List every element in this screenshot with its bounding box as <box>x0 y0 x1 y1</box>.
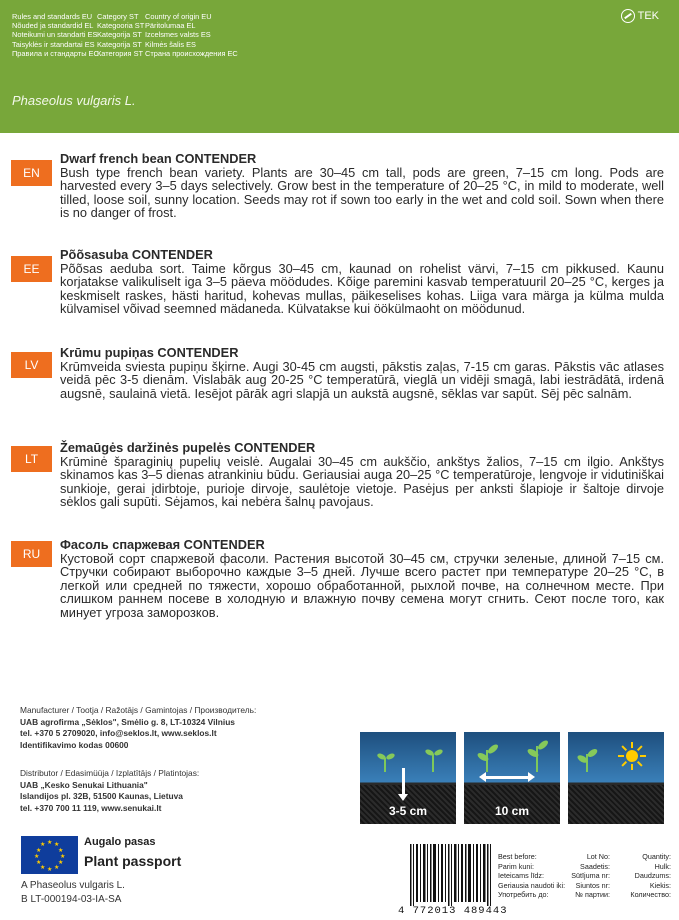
sowing-depth-illustration <box>360 732 456 824</box>
section-en-body <box>60 152 664 220</box>
info-label: Hulk: <box>654 861 671 871</box>
section-ee-body <box>60 248 664 316</box>
distributor-block <box>20 768 199 814</box>
standards-line: Taisyklės ir standartai ES <box>12 39 95 49</box>
info-column-quantity <box>615 852 671 900</box>
info-label: Parim kuni: <box>498 861 534 871</box>
info-label: Siuntos nr: <box>575 880 610 890</box>
standards-line: Kilmės šalis ES <box>145 39 196 49</box>
distributor-line: UAB „Kesko Senukai Lithuania" <box>20 779 148 790</box>
standards-line: Country of origin EU <box>145 12 212 21</box>
sun-icon <box>618 742 646 770</box>
plant-passport-title-en: Plant passport <box>84 853 182 869</box>
sowing-depth-label: 3-5 cm <box>388 804 428 818</box>
distributor-line: Islandijos pl. 32B, 51500 Kaunas, Lietuva <box>20 791 183 801</box>
plant-spacing-illustration <box>464 732 560 824</box>
manufacturer-block <box>20 705 256 751</box>
standards-column-rules <box>12 12 99 58</box>
sprout-icon <box>432 754 434 772</box>
plant-passport-line-a: A Phaseolus vulgaris L. <box>21 880 125 891</box>
info-label: Sūtījuma nr: <box>571 871 610 881</box>
plant-passport-title-lt: Augalo pasas <box>84 836 156 848</box>
language-tab-en: EN <box>11 160 52 186</box>
sunny-location-illustration <box>568 732 664 824</box>
section-text: Bush type french bean variety. Plants are 30–45 cm tall, pods are green, 7–15 cm long. Pods are harvested every 3–5 days selectively. Grow best in the temperature of 20–25 °C, in mild to moderate, well tilled, loose soil, sunny location. Seeds may rot if sown too early in the wet and cold soil. Sown when there is no danger of frost. <box>60 164 664 221</box>
standards-line: Category ST <box>97 12 139 21</box>
info-label: Lot No: <box>586 852 610 861</box>
double-arrow-icon <box>484 776 530 779</box>
language-tab-lv: LV <box>11 352 52 378</box>
standards-line: Kategorija ST <box>97 39 142 49</box>
standards-line: Kategooria ST <box>97 21 145 31</box>
info-label: Quantity: <box>642 852 671 861</box>
plant-passport-line-b: B LT-000194-03-IA-SA <box>21 894 122 905</box>
header-band <box>0 0 679 133</box>
standards-line: Rules and standards EU <box>12 12 93 21</box>
sprout-icon <box>536 746 538 772</box>
standards-line: Kategorija ST <box>97 30 142 40</box>
standards-line: Noteikumi un standarti ES <box>12 30 98 40</box>
section-title: Žemaūgės daržinės pupelės CONTENDER <box>60 440 316 455</box>
distributor-label: Distributor / Edasimüüja / Izplatītājs / Platintojas: <box>20 768 200 778</box>
language-tab-ru: RU <box>11 541 52 567</box>
section-ru-body <box>60 538 664 620</box>
barcode-icon <box>410 844 492 906</box>
info-column-lot <box>564 852 610 900</box>
brand-name: TEK <box>637 10 659 22</box>
manufacturer-line: Identifikavimo kodas 00600 <box>20 739 129 750</box>
sprout-icon <box>384 758 386 772</box>
brand-logo <box>621 9 659 23</box>
section-text: Krūmveida sviesta pupiņu šķirne. Augi 30-45 cm augsti, pākstis zaļas, 7-15 cm garas. Pākstis vāc atlases veidā pēc 3-5 dienām. Vislabāk aug 20-25 °C temperatūrā, vieglā un vidēji smagā, labi iestrādātā, irdenā augsnē, saulainā vietā. Iesējot pārāk agri slapjā un aukstā augsnē, sēklas var sapūt. Sēj pēc salnām. <box>60 358 664 401</box>
info-label: Geriausia naudoti iki: <box>498 880 566 890</box>
arrow-down-icon <box>402 768 405 796</box>
info-column-best-before <box>498 852 566 900</box>
section-text: Кустовой сорт спаржевой фасоли. Растения высотой 30–45 см, стручки зеленые, длиной 7–15 см. Стручки собирают выборочно каждые 3–5 дней. Лучше всего растет при температуре 20–25 °С, в легкой или средней по тяжести, хорошо обработанной, рыхлой почве, на солнечном месте. При слишком раннем посеве в холодную и влажную почву семена могут сгнить. Сеют после того, как минует угроза заморозков. <box>60 550 664 620</box>
standards-line: Päritolumaa EL <box>145 21 196 31</box>
standards-line: Страна происхождения ЕС <box>145 48 238 58</box>
info-label: Daudzums: <box>634 871 671 881</box>
manufacturer-line: UAB agrofirma „Sėklos", Smėlio g. 8, LT-10324 Vilnius <box>20 716 235 727</box>
latin-name: Phaseolus vulgaris L. <box>12 93 136 108</box>
info-label: Ieteicams līdz: <box>498 871 544 881</box>
standards-line: Категория ST <box>97 48 144 58</box>
eu-flag-icon: ★ ★ ★ ★ ★ ★ ★ ★ ★ ★ ★ ★ <box>21 836 78 874</box>
section-lv-body <box>60 346 664 400</box>
info-label: Kiekis: <box>649 880 671 890</box>
standards-column-origin <box>145 12 238 58</box>
section-text: Krūminė šparaginių pupelių veislė. Augalai 30–45 cm aukščio, ankštys žalios, 7–15 cm ilgio. Ankštys skinamos kas 3–5 dienas atrankiniu būdu. Geriausiai auga 20–25 °C temperatūroje, lengvoje ir vidutiniškai sunkioje, gerai įdirbtoje, purioje dirvoje, saulėtoje vietoje. Pasėjus per anksti šlapioje ir šaltoje dirvoje sėklos gali supūti. Sėjamos, kai nebėra šalnų pavojaus. <box>60 453 664 510</box>
manufacturer-label: Manufacturer / Tootja / Ražotājs / Gamintojas / Производитель: <box>20 705 257 715</box>
section-text: Põõsas aeduba sort. Taime kõrgus 30–45 cm, kaunad on rohelist värvi, 7–15 cm pikkused. Kaunu korjatakse valikuliselt iga 3–5 päeva möödudes. Kõige paremini kasvab temperatuuril 20–25 °C, kerges ja keskmiselt raskes, hästi haritud, kohevas mullas, päikeselises kohas. Liiga vara märga ja külma mulda külvamisel võivad seemned mädaneda. Külvatakse kui öökülmaoht on möödunud. <box>60 260 664 317</box>
barcode-number: 4 772013 489443 <box>398 905 508 917</box>
language-tab-ee: EE <box>11 256 52 282</box>
section-title: Põõsasuba CONTENDER <box>60 247 213 262</box>
info-label: Saadetis: <box>580 861 610 871</box>
info-label: Best before: <box>498 852 537 861</box>
standards-line: Nõuded ja standardid EL <box>12 21 94 31</box>
section-lt-body <box>60 441 664 509</box>
standards-line: Правила и стандарты ЕС <box>12 48 99 58</box>
standards-column-category <box>97 12 143 58</box>
info-label: Употребить до: <box>498 890 549 900</box>
standards-line: Izcelsmes valsts ES <box>145 30 211 40</box>
plant-spacing-label: 10 cm <box>494 804 530 818</box>
manufacturer-line: tel. +370 5 2709020, info@seklos.lt, www.seklos.lt <box>20 728 217 738</box>
info-label: Количество: <box>630 890 671 900</box>
section-title: Krūmu pupiņas CONTENDER <box>60 345 239 360</box>
section-title: Фасоль спаржевая CONTENDER <box>60 537 265 552</box>
info-label: № партии: <box>575 890 610 900</box>
distributor-line: tel. +370 700 11 119, www.senukai.lt <box>20 802 162 813</box>
language-tab-lt: LT <box>11 446 52 472</box>
brand-mark-icon <box>621 9 635 23</box>
section-title: Dwarf french bean CONTENDER <box>60 151 257 166</box>
